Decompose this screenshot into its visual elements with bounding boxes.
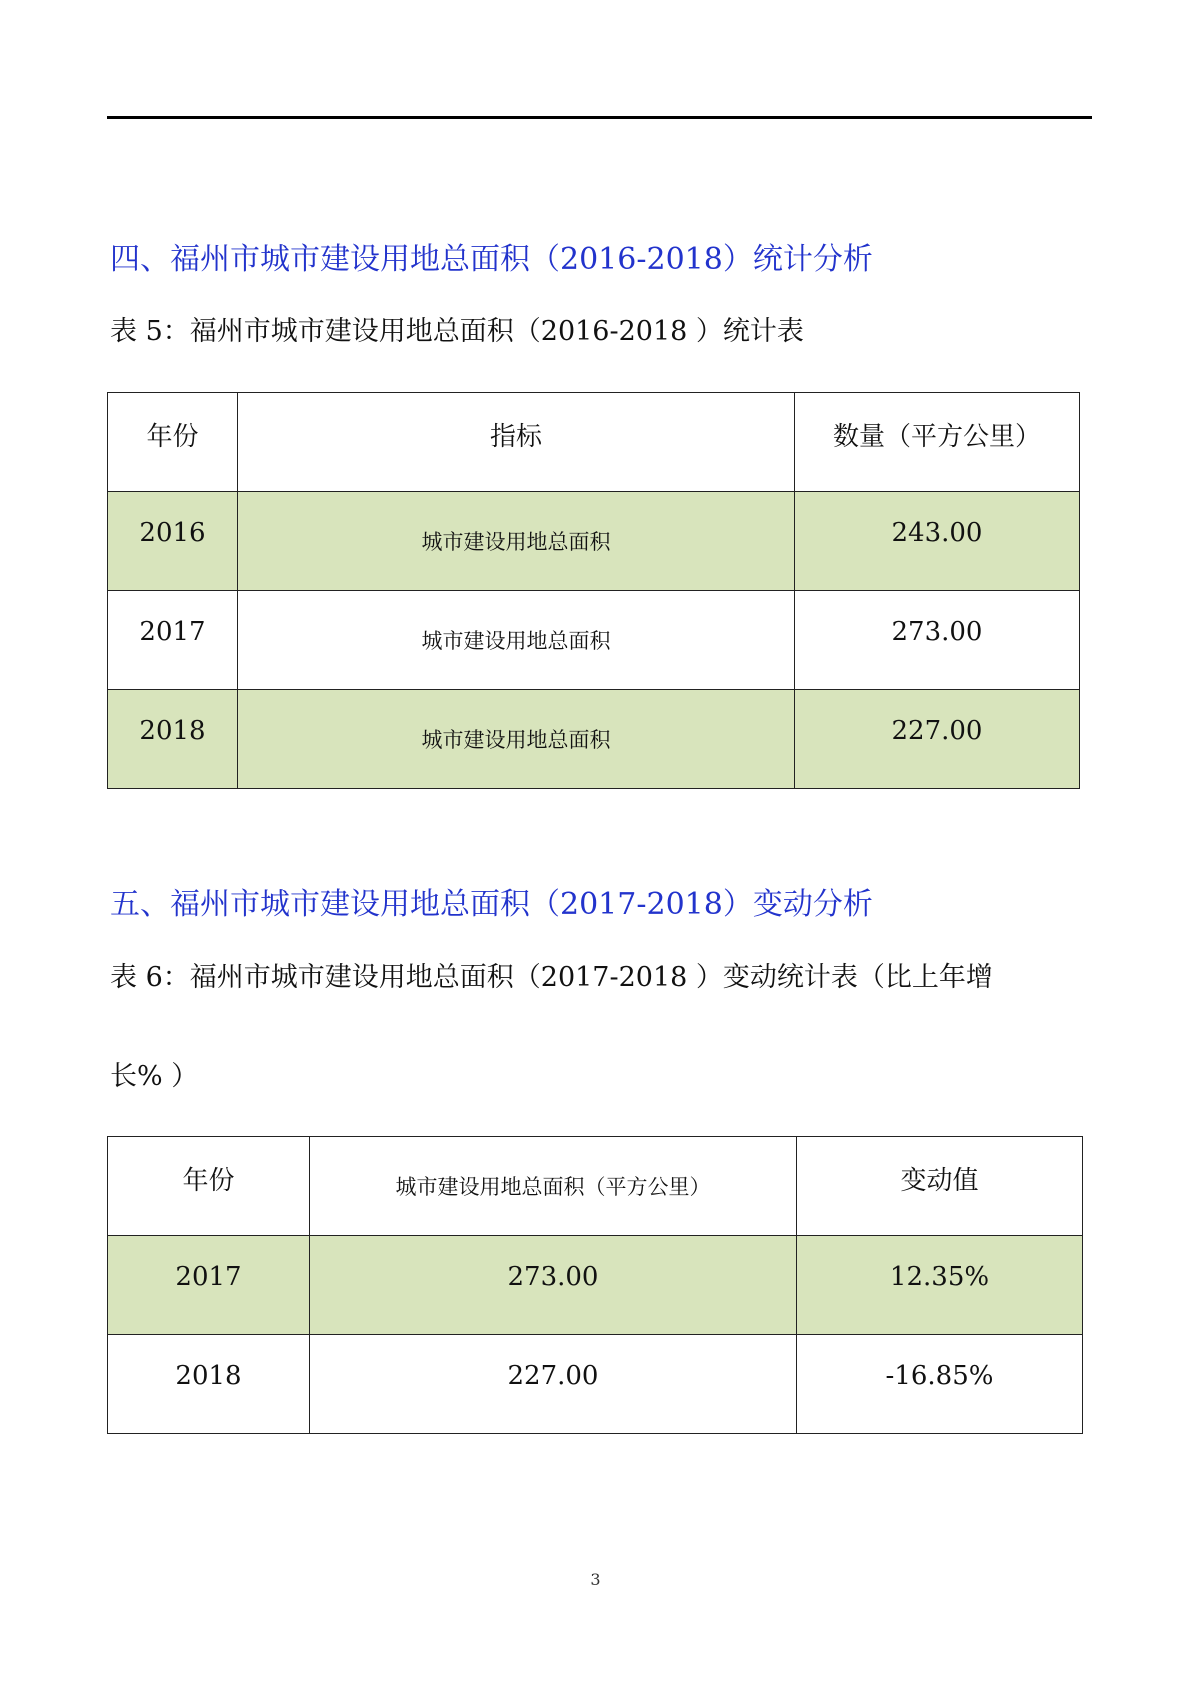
- cell-area: 227.00: [310, 1335, 797, 1434]
- cell-indicator: 城市建设用地总面积: [238, 591, 795, 690]
- cell-value: 227.00: [795, 690, 1080, 789]
- section-5-heading: 五、福州市城市建设用地总面积（2017-2018）变动分析: [110, 887, 873, 922]
- header-indicator: 指标: [238, 393, 795, 492]
- cell-area: 273.00: [310, 1236, 797, 1335]
- table-row: [108, 1236, 1083, 1335]
- table-6-caption-line-1: 表 6：福州市城市建设用地总面积（2017-2018 ）变动统计表（比上年增: [110, 962, 993, 993]
- cell-year: 2018: [108, 1335, 310, 1434]
- cell-year: 2018: [108, 690, 238, 789]
- header-year: 年份: [108, 1137, 310, 1236]
- table-row: [108, 1335, 1083, 1434]
- cell-year: 2016: [108, 492, 238, 591]
- header-quantity: 数量（平方公里）: [795, 393, 1080, 492]
- header-area: 城市建设用地总面积（平方公里）: [310, 1137, 797, 1236]
- cell-change: 12.35%: [797, 1236, 1083, 1335]
- cell-indicator: 城市建设用地总面积: [238, 492, 795, 591]
- header-rule: [107, 116, 1092, 119]
- cell-year: 2017: [108, 1236, 310, 1335]
- page-number: 3: [590, 1570, 601, 1589]
- cell-year: 2017: [108, 591, 238, 690]
- cell-value: 273.00: [795, 591, 1080, 690]
- header-change: 变动值: [797, 1137, 1083, 1236]
- table-row: [108, 690, 1080, 789]
- section-4-heading: 四、福州市城市建设用地总面积（2016-2018）统计分析: [110, 242, 873, 277]
- cell-change: -16.85%: [797, 1335, 1083, 1434]
- cell-value: 243.00: [795, 492, 1080, 591]
- table-header-row: [108, 393, 1080, 492]
- table-row: [108, 591, 1080, 690]
- table-6: [107, 1136, 1083, 1434]
- table-6-caption-line-2: 长% ）: [110, 1061, 199, 1092]
- cell-indicator: 城市建设用地总面积: [238, 690, 795, 789]
- table-header-row: [108, 1137, 1083, 1236]
- header-year: 年份: [108, 393, 238, 492]
- table-5: [107, 392, 1080, 789]
- table-row: [108, 492, 1080, 591]
- table-5-caption: 表 5：福州市城市建设用地总面积（2016-2018 ）统计表: [110, 316, 804, 347]
